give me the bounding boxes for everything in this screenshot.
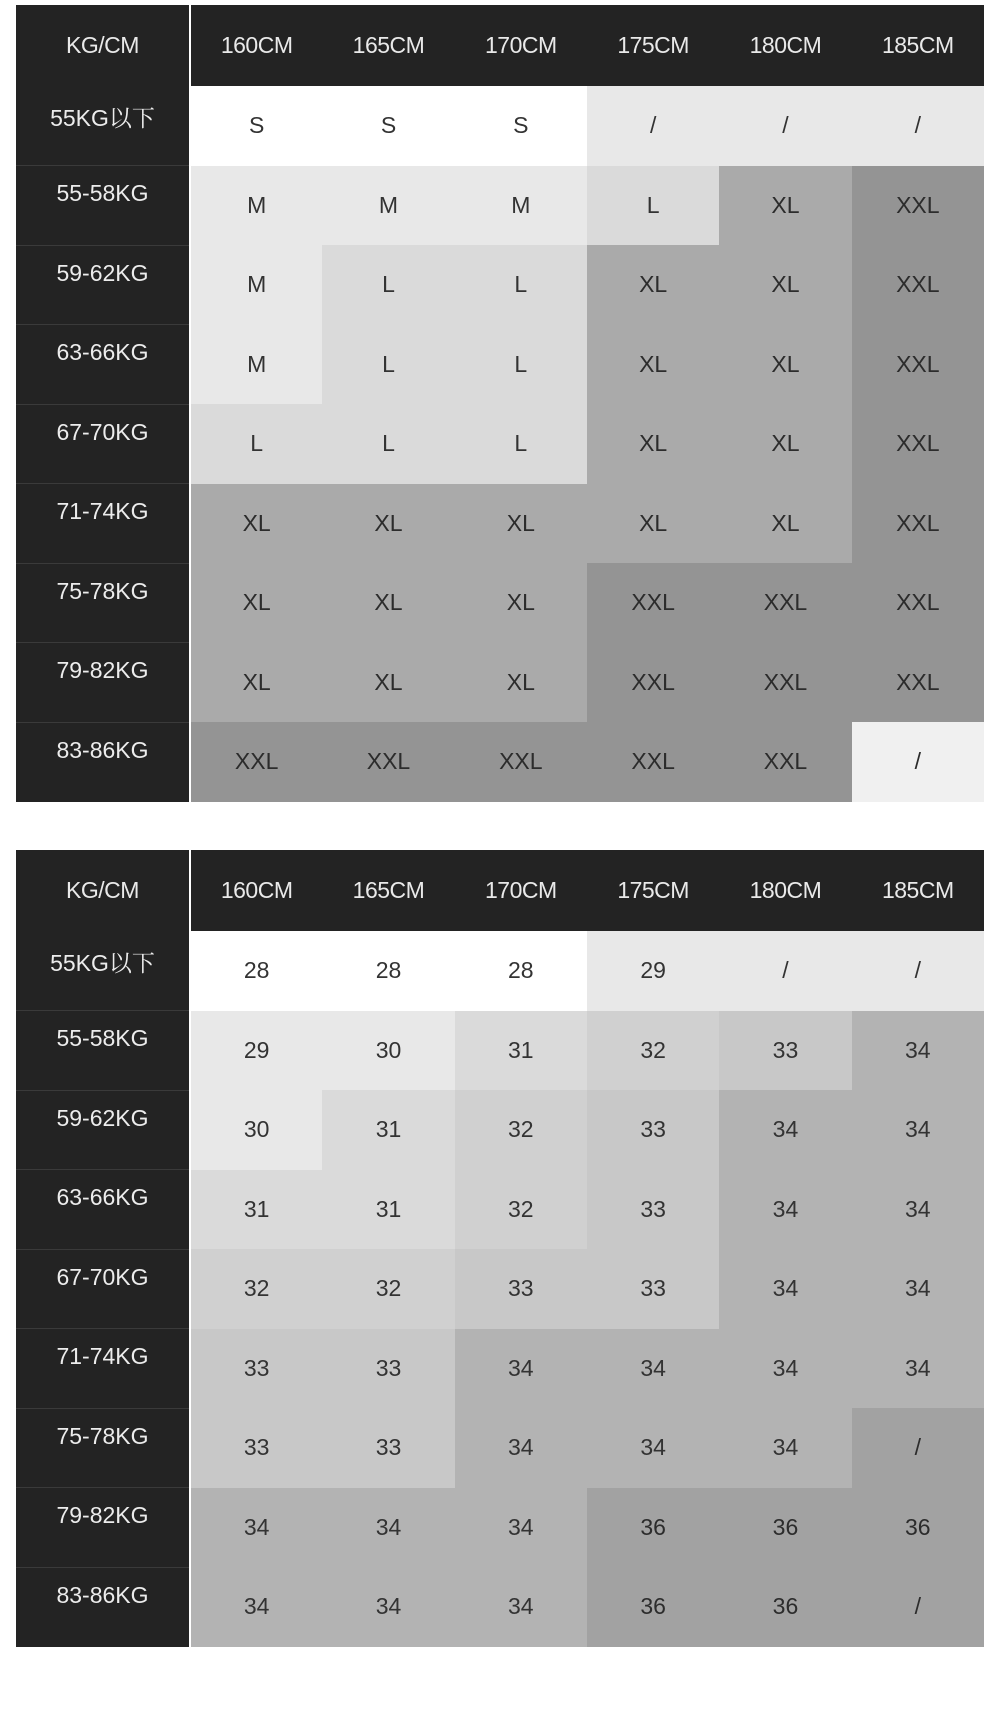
weight-label: 79-82KG <box>16 643 190 723</box>
weight-label: 83-86KG <box>16 1567 190 1647</box>
size-cell: XL <box>719 325 851 405</box>
size-cell: 34 <box>719 1329 851 1409</box>
size-cell: 34 <box>190 1567 322 1647</box>
size-cell: 33 <box>322 1329 454 1409</box>
size-cell: XXL <box>852 643 984 723</box>
size-cell: / <box>719 931 851 1011</box>
size-cell: XL <box>322 643 454 723</box>
size-cell: XXL <box>852 166 984 246</box>
size-cell: 33 <box>322 1408 454 1488</box>
size-cell: XL <box>455 563 587 643</box>
clothing-size-table <box>16 5 984 802</box>
size-cell: XXL <box>852 325 984 405</box>
size-cell: S <box>190 86 322 166</box>
size-cell: 36 <box>719 1488 851 1568</box>
size-cell: XXL <box>455 722 587 802</box>
table-row <box>16 1329 984 1409</box>
size-cell: XXL <box>852 245 984 325</box>
size-cell: M <box>190 325 322 405</box>
size-cell: XL <box>587 404 719 484</box>
weight-label: 63-66KG <box>16 325 190 405</box>
size-cell: 33 <box>190 1329 322 1409</box>
size-grid <box>16 850 985 1647</box>
size-cell: 34 <box>322 1488 454 1568</box>
height-header: 185CM <box>852 5 984 86</box>
size-cell: 34 <box>719 1170 851 1250</box>
weight-label: 55KG以下 <box>16 931 190 1011</box>
size-cell: XL <box>190 643 322 723</box>
size-cell: XL <box>455 484 587 564</box>
size-cell: 33 <box>587 1170 719 1250</box>
size-cell: / <box>852 1408 984 1488</box>
size-cell: XL <box>719 166 851 246</box>
table-row <box>16 404 984 484</box>
height-header: 170CM <box>455 5 587 86</box>
size-cell: XL <box>455 643 587 723</box>
size-cell: XXL <box>190 722 322 802</box>
height-header: 185CM <box>852 850 984 931</box>
weight-label: 55-58KG <box>16 1011 190 1091</box>
size-cell: XXL <box>852 484 984 564</box>
table-row <box>16 325 984 405</box>
height-header: 180CM <box>719 5 851 86</box>
weight-label: 75-78KG <box>16 1408 190 1488</box>
corner-label: KG/CM <box>16 850 190 931</box>
size-cell: 34 <box>852 1090 984 1170</box>
size-cell: 34 <box>719 1408 851 1488</box>
size-cell: 34 <box>455 1329 587 1409</box>
size-cell: 33 <box>455 1249 587 1329</box>
size-cell: / <box>852 1567 984 1647</box>
size-cell: 28 <box>190 931 322 1011</box>
corner-label: KG/CM <box>16 5 190 86</box>
table-row <box>16 1488 984 1568</box>
table-row <box>16 722 984 802</box>
size-cell: XL <box>587 325 719 405</box>
size-cell: XXL <box>719 563 851 643</box>
table-row <box>16 484 984 564</box>
size-cell: 33 <box>719 1011 851 1091</box>
size-cell: XXL <box>587 722 719 802</box>
size-cell: 31 <box>322 1090 454 1170</box>
size-cell: / <box>587 86 719 166</box>
size-cell: L <box>455 325 587 405</box>
size-cell: 34 <box>587 1408 719 1488</box>
size-cell: XL <box>587 245 719 325</box>
size-cell: XL <box>322 563 454 643</box>
size-cell: M <box>455 166 587 246</box>
size-cell: / <box>719 86 851 166</box>
size-cell: 36 <box>587 1488 719 1568</box>
weight-label: 71-74KG <box>16 1329 190 1409</box>
height-header: 180CM <box>719 850 851 931</box>
header-row <box>16 5 984 86</box>
height-header: 165CM <box>322 5 454 86</box>
size-cell: L <box>455 404 587 484</box>
size-cell: 28 <box>455 931 587 1011</box>
size-cell: XL <box>719 404 851 484</box>
size-cell: L <box>587 166 719 246</box>
size-cell: XL <box>587 484 719 564</box>
size-cell: 34 <box>455 1408 587 1488</box>
size-cell: / <box>852 722 984 802</box>
weight-label: 59-62KG <box>16 245 190 325</box>
table-body <box>16 931 984 1647</box>
size-cell: 32 <box>455 1170 587 1250</box>
weight-label: 79-82KG <box>16 1488 190 1568</box>
size-cell: XXL <box>322 722 454 802</box>
size-cell: 31 <box>322 1170 454 1250</box>
table-body <box>16 86 984 802</box>
size-cell: XXL <box>852 404 984 484</box>
size-cell: 34 <box>852 1329 984 1409</box>
weight-label: 67-70KG <box>16 404 190 484</box>
size-cell: L <box>322 404 454 484</box>
size-cell: 34 <box>852 1170 984 1250</box>
height-header: 170CM <box>455 850 587 931</box>
weight-label: 71-74KG <box>16 484 190 564</box>
size-cell: S <box>455 86 587 166</box>
size-cell: / <box>852 931 984 1011</box>
table-row <box>16 86 984 166</box>
size-cell: 34 <box>190 1488 322 1568</box>
size-cell: M <box>190 166 322 246</box>
table-row <box>16 1408 984 1488</box>
table-row <box>16 1170 984 1250</box>
size-cell: 28 <box>322 931 454 1011</box>
weight-label: 67-70KG <box>16 1249 190 1329</box>
size-cell: 30 <box>322 1011 454 1091</box>
size-cell: 32 <box>587 1011 719 1091</box>
size-cell: XXL <box>587 643 719 723</box>
size-cell: XXL <box>719 643 851 723</box>
size-cell: / <box>852 86 984 166</box>
weight-label: 55KG以下 <box>16 86 190 166</box>
size-cell: L <box>322 245 454 325</box>
table-row <box>16 1567 984 1647</box>
size-cell: 31 <box>190 1170 322 1250</box>
size-cell: 29 <box>190 1011 322 1091</box>
size-cell: 34 <box>455 1488 587 1568</box>
table-row <box>16 1090 984 1170</box>
size-cell: L <box>322 325 454 405</box>
size-cell: XXL <box>852 563 984 643</box>
weight-label: 83-86KG <box>16 722 190 802</box>
weight-label: 59-62KG <box>16 1090 190 1170</box>
size-cell: M <box>190 245 322 325</box>
size-cell: 33 <box>587 1090 719 1170</box>
size-cell: 33 <box>190 1408 322 1488</box>
size-cell: XL <box>190 484 322 564</box>
size-cell: XL <box>719 245 851 325</box>
size-cell: 34 <box>719 1249 851 1329</box>
size-cell: M <box>322 166 454 246</box>
size-cell: 36 <box>852 1488 984 1568</box>
size-cell: XXL <box>587 563 719 643</box>
table-row <box>16 643 984 723</box>
size-cell: L <box>190 404 322 484</box>
size-cell: L <box>455 245 587 325</box>
size-cell: XL <box>190 563 322 643</box>
table-row <box>16 563 984 643</box>
size-cell: 32 <box>190 1249 322 1329</box>
weight-label: 75-78KG <box>16 563 190 643</box>
size-cell: XL <box>719 484 851 564</box>
size-cell: 34 <box>322 1567 454 1647</box>
height-header: 175CM <box>587 850 719 931</box>
height-header: 160CM <box>190 850 322 931</box>
size-cell: XXL <box>719 722 851 802</box>
size-cell: 34 <box>587 1329 719 1409</box>
size-cell: 34 <box>455 1567 587 1647</box>
size-cell: 34 <box>852 1011 984 1091</box>
header-row <box>16 850 984 931</box>
size-cell: 30 <box>190 1090 322 1170</box>
height-header: 160CM <box>190 5 322 86</box>
weight-label: 55-58KG <box>16 166 190 246</box>
size-cell: 34 <box>852 1249 984 1329</box>
table-row <box>16 931 984 1011</box>
size-cell: XL <box>322 484 454 564</box>
height-header: 175CM <box>587 5 719 86</box>
pants-size-table <box>16 850 984 1647</box>
height-header: 165CM <box>322 850 454 931</box>
table-row <box>16 1249 984 1329</box>
size-cell: 34 <box>719 1090 851 1170</box>
size-cell: 36 <box>719 1567 851 1647</box>
table-row <box>16 166 984 246</box>
size-cell: 36 <box>587 1567 719 1647</box>
size-cell: 29 <box>587 931 719 1011</box>
size-cell: 33 <box>587 1249 719 1329</box>
size-cell: 31 <box>455 1011 587 1091</box>
table-row <box>16 245 984 325</box>
size-cell: 32 <box>455 1090 587 1170</box>
size-cell: 32 <box>322 1249 454 1329</box>
size-grid <box>16 5 985 802</box>
table-row <box>16 1011 984 1091</box>
weight-label: 63-66KG <box>16 1170 190 1250</box>
size-cell: S <box>322 86 454 166</box>
